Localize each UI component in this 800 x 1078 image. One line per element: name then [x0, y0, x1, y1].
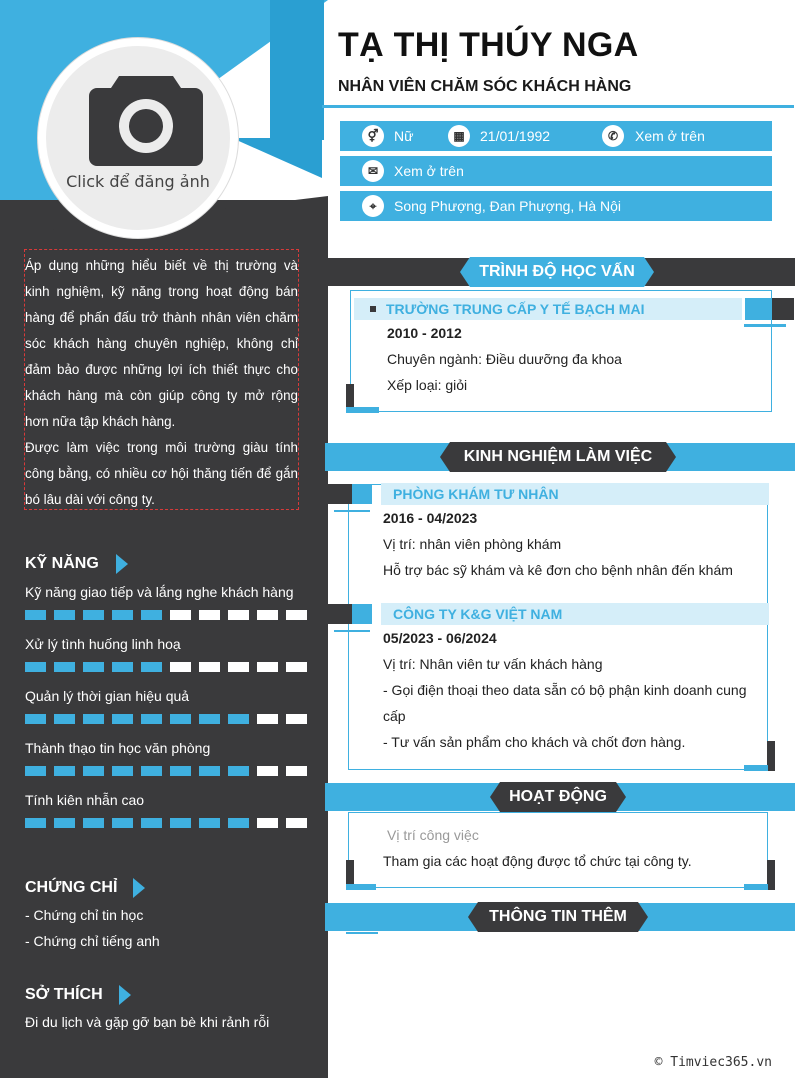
corner-line	[744, 324, 786, 327]
skill-level-segment	[141, 818, 162, 828]
gender-value[interactable]: Nữ	[394, 128, 414, 144]
hobbies-text: Đi du lịch và gặp gỡ bạn bè khi rảnh rỗi	[25, 1014, 270, 1030]
education-title: TRÌNH ĐỘ HỌC VẤN	[470, 257, 644, 287]
skill-level-segment	[54, 818, 75, 828]
job-2-company: CÔNG TY K&G VIỆT NAM	[393, 606, 563, 622]
job-2-period: 05/2023 - 06/2024	[383, 630, 497, 646]
skill-level-segment	[228, 714, 249, 724]
skill-name: Tính kiên nhẫn cao	[25, 792, 145, 808]
skill-level-segment	[170, 610, 191, 620]
education-school: TRƯỜNG TRUNG CẤP Y TẾ BẠCH MAI	[386, 301, 645, 317]
certificates-arrow-icon	[133, 878, 145, 898]
job-1-company: PHÒNG KHÁM TƯ NHÂN	[393, 486, 559, 502]
skills-title: KỸ NĂNG	[25, 555, 99, 572]
skill-item	[25, 584, 315, 620]
activities-title: HOẠT ĐỘNG	[500, 782, 616, 812]
corner-block-accent	[352, 604, 372, 624]
skill-level-segment	[170, 662, 191, 672]
education-major: Chuyên ngành: Điều duưỡng đa khoa	[387, 351, 622, 367]
skill-level-segment	[257, 818, 278, 828]
job-2-description-1: - Gọi điện thoại theo data sẵn có bộ phận kinh doanh cung cấp	[383, 682, 747, 724]
skill-level-segment	[228, 818, 249, 828]
gender-icon: ⚥	[362, 125, 384, 147]
skill-level-segment	[25, 662, 46, 672]
skill-level-segment	[83, 610, 104, 620]
job-title: NHÂN VIÊN CHĂM SÓC KHÁCH HÀNG	[338, 78, 632, 95]
education-details	[387, 320, 622, 398]
corner-block-accent	[745, 298, 772, 320]
skill-level-segment	[83, 714, 104, 724]
skill-level-segment	[199, 610, 220, 620]
email-value[interactable]: Xem ở trên	[394, 163, 464, 179]
skill-level-segment	[286, 714, 307, 724]
certificates-title: CHỨNG CHỈ	[25, 879, 118, 896]
corner-line	[346, 884, 376, 890]
objective-paragraph-1: Áp dụng những hiểu biết về thị trường và kinh nghiệm, kỹ năng trong hoạt động bán hàng để phấn đấu trở thành nhân viên chăm sóc khách hàng chuyên nghiệp, không chỉ đảm bảo được những lợi ích thiết thực cho khách hàng mà còn giúp công ty mở rộng hơn nữa tập khách hàng.	[25, 258, 298, 429]
avatar-upload-label[interactable]: Click để đăng ảnh	[66, 172, 210, 191]
corner-block	[767, 860, 775, 890]
skill-level-segment	[170, 714, 191, 724]
candidate-name: TẠ THỊ THÚY NGA	[338, 26, 639, 64]
skill-level-segment	[54, 662, 75, 672]
skill-name: Thành thạo tin học văn phòng	[25, 740, 211, 756]
skill-level-segment	[54, 766, 75, 776]
corner-line	[334, 510, 370, 512]
skill-level-segment	[141, 766, 162, 776]
corner-block	[346, 384, 354, 408]
skill-item	[25, 740, 315, 776]
skill-item	[25, 636, 315, 672]
corner-line	[346, 407, 379, 413]
skill-level-bar[interactable]	[25, 714, 315, 724]
skill-level-segment	[25, 610, 46, 620]
skill-level-segment	[286, 766, 307, 776]
avatar[interactable]	[38, 38, 238, 238]
contact-row-3	[340, 191, 772, 221]
education-grade: Xếp loại: giỏi	[387, 377, 468, 393]
corner-line	[744, 765, 768, 771]
corner-block-accent	[352, 484, 372, 504]
skills-arrow-icon	[116, 554, 128, 574]
header-blue-strip	[270, 0, 324, 140]
header-blue-fold	[232, 138, 322, 178]
skill-level-segment	[286, 818, 307, 828]
job-1-details	[383, 505, 733, 583]
calendar-icon: ▦	[448, 125, 470, 147]
skill-level-segment	[170, 818, 191, 828]
skill-level-segment	[199, 818, 220, 828]
corner-line	[744, 884, 768, 890]
corner-line	[346, 932, 378, 934]
job-1-company-head[interactable]	[381, 483, 769, 505]
skill-level-segment	[286, 610, 307, 620]
skill-level-segment	[228, 610, 249, 620]
experience-title: KINH NGHIỆM LÀM VIỆC	[450, 442, 666, 472]
address-value[interactable]: Song Phượng, Đan Phượng, Hà Nội	[394, 198, 622, 214]
skill-level-segment	[257, 714, 278, 724]
birthday-value[interactable]: 21/01/1992	[480, 128, 551, 144]
skill-level-segment	[141, 662, 162, 672]
skill-level-segment	[199, 662, 220, 672]
copyright: © Timviec365.vn	[654, 1055, 772, 1070]
skill-level-segment	[257, 662, 278, 672]
objective-paragraph-2: Được làm việc trong môi trường giàu tính công bằng, có nhiều cơ hội thăng tiến để gắn bó lâu dài với công ty.	[25, 440, 298, 507]
corner-block	[772, 298, 794, 320]
skill-name: Xử lý tình huống linh hoạ	[25, 636, 181, 652]
hobbies-arrow-icon	[119, 985, 131, 1005]
skill-level-segment	[54, 610, 75, 620]
title-divider	[322, 105, 794, 108]
skill-level-segment	[54, 714, 75, 724]
skill-level-segment	[112, 818, 133, 828]
location-icon: ⌖	[362, 195, 384, 217]
camera-icon	[89, 70, 203, 166]
skill-level-segment	[141, 610, 162, 620]
skill-level-segment	[112, 714, 133, 724]
job-1-position: Vị trí: nhân viên phòng khám	[383, 536, 562, 552]
skill-level-segment	[199, 766, 220, 776]
skill-level-bar[interactable]	[25, 610, 315, 620]
job-2-company-head[interactable]	[381, 603, 769, 625]
corner-line	[334, 630, 370, 632]
hobbies-title: SỞ THÍCH	[25, 986, 103, 1003]
corner-block	[328, 604, 352, 624]
activities-text: Tham gia các hoạt động được tổ chức tại công ty.	[383, 853, 692, 869]
skill-level-segment	[286, 662, 307, 672]
phone-value[interactable]: Xem ở trên	[635, 128, 705, 144]
job-2-position: Vị trí: Nhân viên tư vấn khách hàng	[383, 656, 603, 672]
skill-level-segment	[228, 766, 249, 776]
phone-icon: ✆	[602, 125, 624, 147]
skill-level-segment	[257, 610, 278, 620]
email-icon: ✉	[362, 160, 384, 182]
career-objective[interactable]	[24, 249, 299, 510]
job-1-period: 2016 - 04/2023	[383, 510, 478, 526]
skill-level-segment	[83, 818, 104, 828]
skill-level-segment	[112, 662, 133, 672]
skill-level-segment	[228, 662, 249, 672]
skill-level-segment	[141, 714, 162, 724]
contact-row-2	[340, 156, 772, 186]
skill-level-bar[interactable]	[25, 818, 315, 828]
more-info-title: THÔNG TIN THÊM	[478, 902, 638, 932]
contact-row-1	[340, 121, 772, 151]
skill-name: Kỹ năng giao tiếp và lắng nghe khách hàng	[25, 584, 294, 600]
certificate-item: - Chứng chỉ tiếng anh	[25, 933, 160, 949]
corner-block	[328, 484, 352, 504]
skill-level-segment	[199, 714, 220, 724]
skill-level-segment	[25, 714, 46, 724]
skill-item	[25, 688, 315, 724]
skill-level-segment	[112, 610, 133, 620]
job-2-details	[383, 625, 763, 755]
activities-placeholder[interactable]: Vị trí công việc	[387, 827, 479, 843]
skill-level-segment	[25, 818, 46, 828]
skill-level-segment	[83, 766, 104, 776]
skill-name: Quản lý thời gian hiệu quả	[25, 688, 190, 704]
skill-level-segment	[25, 766, 46, 776]
skill-level-segment	[170, 766, 191, 776]
skill-item	[25, 792, 315, 828]
skill-level-segment	[112, 766, 133, 776]
certificate-item: - Chứng chỉ tin học	[25, 907, 144, 923]
skill-level-bar[interactable]	[25, 662, 315, 672]
corner-block	[767, 741, 775, 771]
education-school-head[interactable]	[354, 298, 742, 320]
job-1-description: Hỗ trợ bác sỹ khám và kê đơn cho bệnh nhân đến khám	[383, 562, 733, 578]
education-years: 2010 - 2012	[387, 325, 462, 341]
skill-level-segment	[257, 766, 278, 776]
skill-level-bar[interactable]	[25, 766, 315, 776]
job-2-description-2: - Tư vấn sản phẩm cho khách và chốt đơn hàng.	[383, 734, 686, 750]
bullet-icon	[370, 306, 376, 312]
skill-level-segment	[83, 662, 104, 672]
